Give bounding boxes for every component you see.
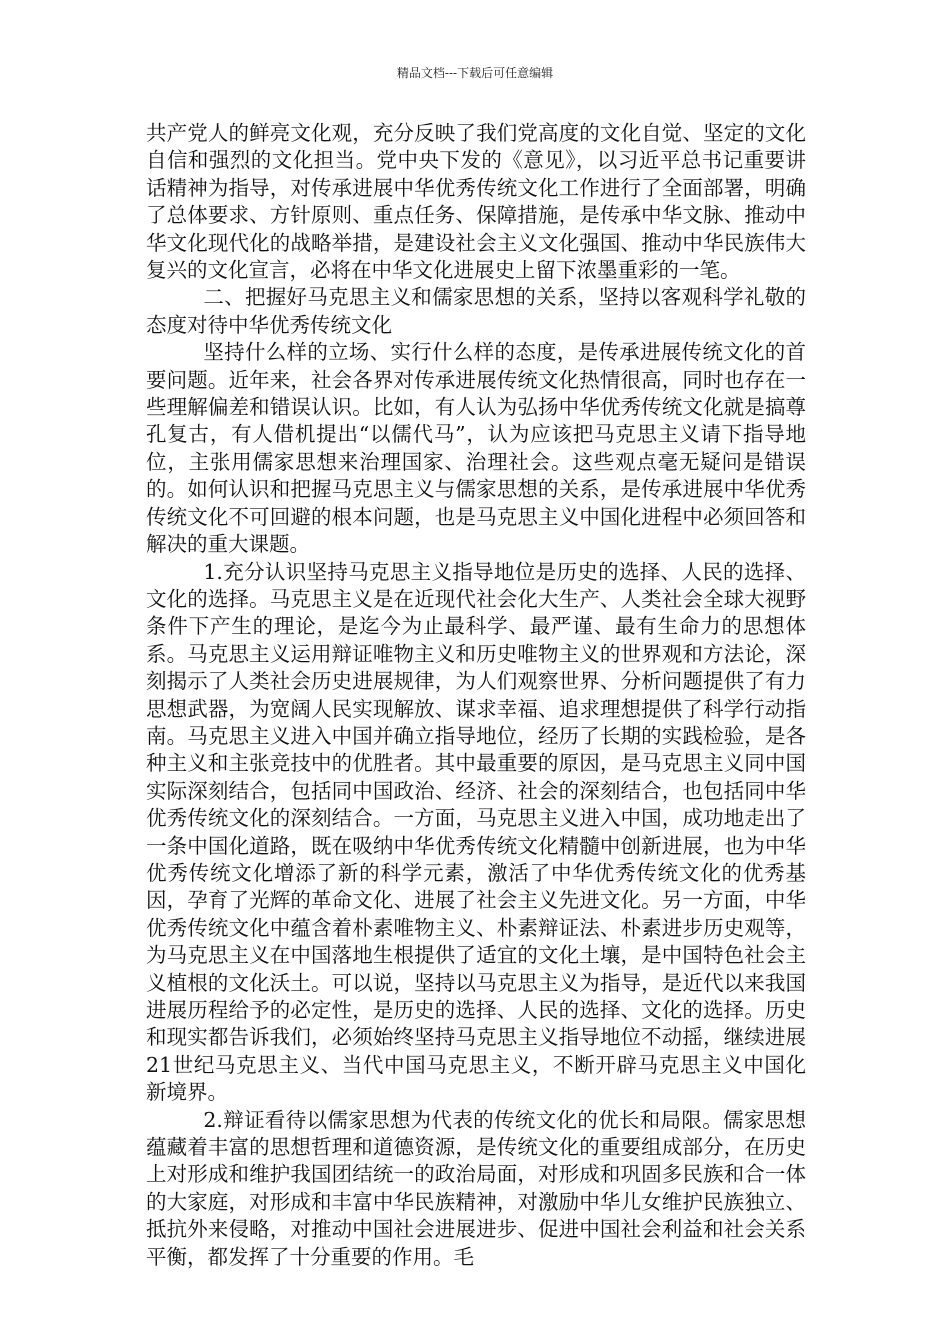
document-body [146,120,806,1271]
page-header: 精品文档---下载后可任意编辑 [396,66,554,80]
section-heading: 二、把握好马克思主义和儒家思想的关系，坚持以客观科学礼敬的态度对待中华优秀传统文化 [146,285,806,337]
paragraph-point-2: 2.辩证看待以儒家思想为代表的传统文化的优长和局限。儒家思想蕴藏着丰富的思想哲理和道德资源，是传统文化的重要组成部分，在历史上对形成和维护我国团结统一的政治局面，对形成和巩固多民族和合一体的大家庭，对形成和丰富中华民族精神，对激励中华儿女维护民族独立、抵抗外来侵略，对推动中国社会进展进步、促进中国社会利益和社会关系平衡，都发挥了十分重要的作用。毛 [146,1107,806,1269]
paragraph-point-1: 1.充分认识坚持马克思主义指导地位是历史的选择、人民的选择、文化的选择。马克思主义是在近现代社会化大生产、人类社会全球大视野条件下产生的理论，是迄今为止最科学、最严谨、最有生命力的思想体系。马克思主义运用辩证唯物主义和历史唯物主义的世界观和方法论，深刻揭示了人类社会历史进展规律，为人们观察世界、分析问题提供了有力思想武器，为宽阔人民实现解放、谋求幸福、追求理想提供了科学行动指南。马克思主义进入中国并确立指导地位，经历了长期的实践检验，是各种主义和主张竞技中的优胜者。其中最重要的原因，是马克思主义同中国实际深刻结合，包括同中国政治、经济、社会的深刻结合，也包括同中华优秀传统文化的深刻结合。一方面，马克思主义进入中国，成功地走出了一条中国化道路，既在吸纳中华优秀传统文化精髓中创新进展，也为中华优秀传统文化增添了新的科学元素，激活了中华优秀传统文化的优秀基因，孕育了光辉的革命文化、进展了社会主义先进文化。另一方面，中华优秀传统文化中蕴含着朴素唯物主义、朴素辩证法、朴素进步历史观等，为马克思主义在中国落地生根提供了适宜的文化土壤，是中国特色社会主义植根的文化沃土。可以说，坚持以马克思主义为指导，是近代以来我国进展历程给予的必定性，是历史的选择、人民的选择、文化的选择。历史和现实都告诉我们，必须始终坚持马克思主义指导地位不动摇，继续进展21世纪马克思主义、当代中国马克思主义，不断开辟马克思主义中国化新境界。 [146,559,806,1105]
paragraph-continuation: 共产党人的鲜亮文化观，充分反映了我们党高度的文化自觉、坚定的文化自信和强烈的文化担当。党中央下发的《意见》，以习近平总书记重要讲话精神为指导，对传承进展中华优秀传统文化工作进行了全面部署，明确了总体要求、方针原则、重点任务、保障措施，是传承中华文脉、推动中华文化现代化的战略举措，是建设社会主义文化强国、推动中华民族伟大复兴的文化宣言，必将在中华文化进展史上留下浓墨重彩的一笔。 [146,121,806,283]
paragraph: 坚持什么样的立场、实行什么样的态度，是传承进展传统文化的首要问题。近年来，社会各界对传承进展传统文化热情很高，同时也存在一些理解偏差和错误认识。比如，有人认为弘扬中华优秀传统文化就是搞尊孔复古，有人借机提出“以儒代马”，认为应该把马克思主义请下指导地位，主张用儒家思想来治理国家、治理社会。这些观点毫无疑问是错误的。如何认识和把握马克思主义与儒家思想的关系，是传承进展中华优秀传统文化不可回避的根本问题，也是马克思主义中国化进程中必须回答和解决的重大课题。 [146,340,806,557]
